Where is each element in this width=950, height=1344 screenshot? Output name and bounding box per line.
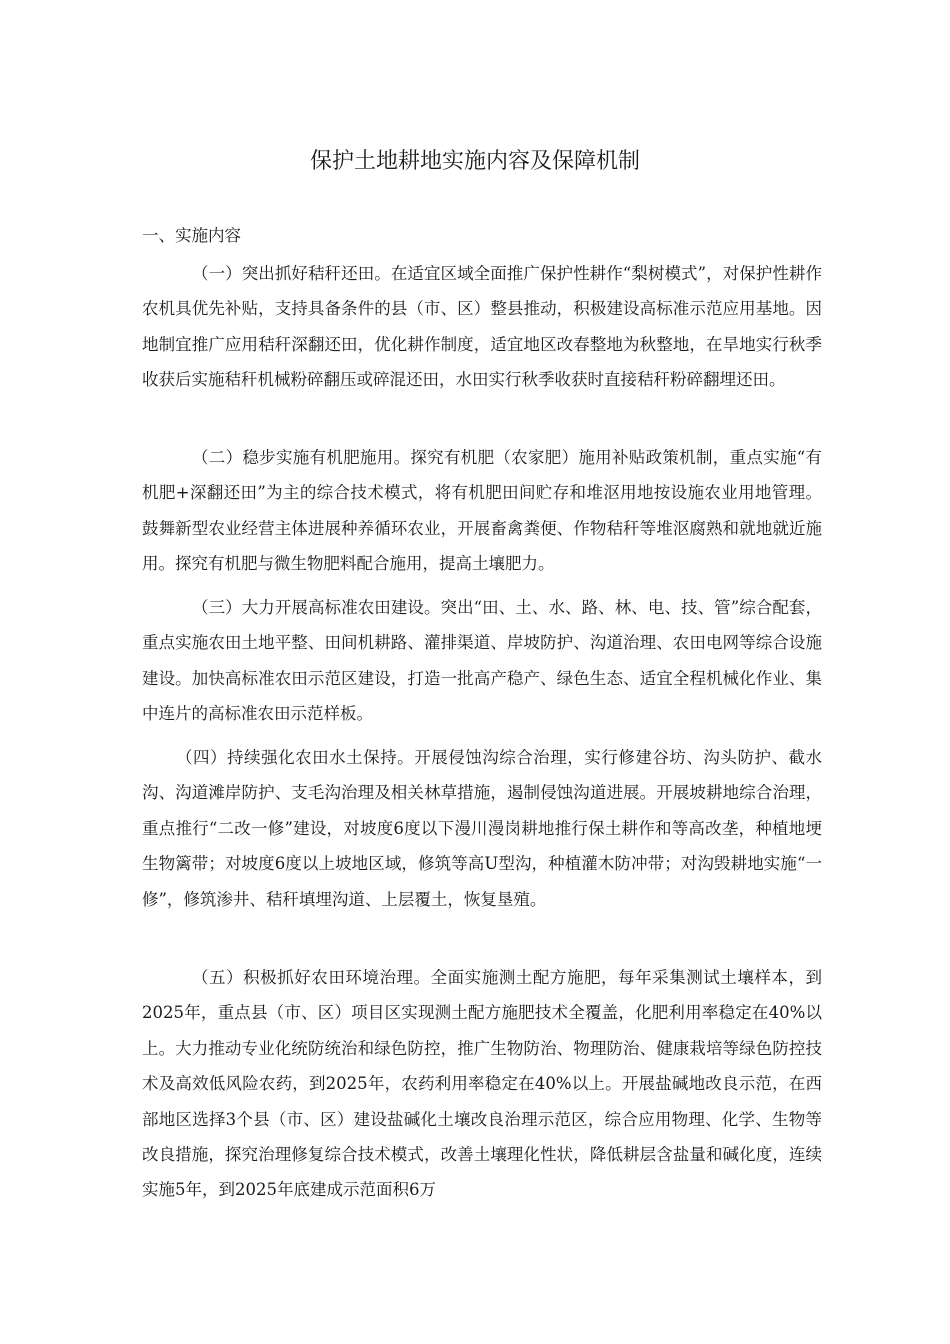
paragraph-4: （四）持续强化农田水土保持。开展侵蚀沟综合治理，实行修建谷坊、沟头防护、截水沟、沟道滩岸防护、支毛沟治理及相关林草措施，遏制侵蚀沟道进展。开展坡耕地综合治理，重点推行“二改一修”建设，对坡度6度以下漫川漫岗耕地推行保土耕作和等高改垄，种植地埂生物篱带；对坡度6度以上坡地区域，修筑等高U型沟，种植灌木防冲带；对沟毁耕地实施“一修”，修筑渗井、秸秆填埋沟道、上层覆土，恢复垦殖。 (142, 748, 822, 909)
paragraph-2: （二）稳步实施有机肥施用。探究有机肥（农家肥）施用补贴政策机制，重点实施“有机肥+深翻还田”为主的综合技术模式，将有机肥田间贮存和堆沤用地按设施农业用地管理。鼓舞新型农业经营主体进展种养循环农业，开展畜禽粪便、作物秸秆等堆沤腐熟和就地就近施用。探究有机肥与微生物肥料配合施用，提高土壤肥力。 (142, 448, 822, 574)
paragraph-1: （一）突出抓好秸秆还田。在适宜区域全面推广保护性耕作“梨树模式”，对保护性耕作农机具优先补贴，支持具备条件的县（市、区）整县推动，积极建设高标准示范应用基地。因地制宜推广应用秸秆深翻还田，优化耕作制度，适宜地区改春整地为秋整地，在旱地实行秋季收获后实施秸秆机械粉碎翻压或碎混还田，水田实行秋季收获时直接秸秆粉碎翻埋还田。 (142, 264, 822, 390)
paragraph-5: （五）积极抓好农田环境治理。全面实施测土配方施肥，每年采集测试土壤样本，到2025年，重点县（市、区）项目区实现测土配方施肥技术全覆盖，化肥利用率稳定在40%以上。大力推动专业化统防统治和绿色防控，推广生物防治、物理防治、健康栽培等绿色防控技术及高效低风险农药，到2025年，农药利用率稳定在40%以上。开展盐碱地改良示范，在西部地区选择3个县（市、区）建设盐碱化土壤改良治理示范区，综合应用物理、化学、生物等改良措施，探究治理修复综合技术模式，改善土壤理化性状，降低耕层含盐量和碱化度，连续实施5年，到2025年底建成示范面积6万 (142, 968, 822, 1200)
paragraph-3: （三）大力开展高标准农田建设。突出“田、土、水、路、林、电、技、管”综合配套，重点实施农田土地平整、田间机耕路、灌排渠道、岸坡防护、沟道治理、农田电网等综合设施建设。加快高标准农田示范区建设，打造一批高产稳产、绿色生态、适宜全程机械化作业、集中连片的高标准农田示范样板。 (142, 598, 822, 724)
section-heading: 一、实施内容 (142, 226, 241, 245)
document-title: 保护土地耕地实施内容及保障机制 (309, 149, 640, 174)
